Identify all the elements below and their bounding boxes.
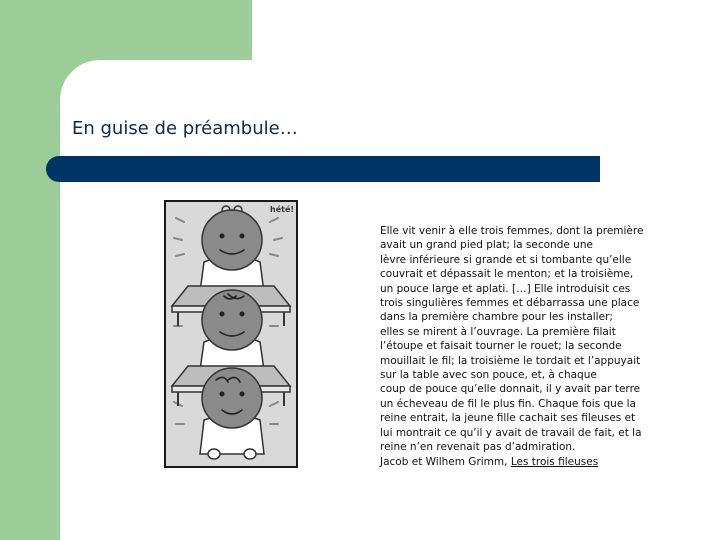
title-underline-bar bbox=[46, 156, 600, 182]
passage-line: dans la première chambre pour les installer; bbox=[380, 311, 613, 324]
slide-title: En guise de préambule… bbox=[72, 118, 298, 139]
work-title-link[interactable]: Les trois fileuses bbox=[510, 455, 599, 468]
passage-attribution bbox=[380, 455, 670, 469]
passage-line: coup de pouce qu’elle donnait, il y avait par terre bbox=[380, 383, 641, 396]
passage-line: avait un grand pied plat; la seconde une bbox=[380, 239, 593, 252]
passage-line: mouillait le fil; la troisième le tordait et l’appuyait bbox=[380, 354, 641, 367]
passage-line: sur la table avec son pouce, et, à chaque bbox=[380, 369, 597, 382]
quoted-passage bbox=[380, 224, 670, 469]
passage-line: reine entrait, la jeune fille cachait ses fileuses et bbox=[380, 412, 636, 425]
three-spinners-icon bbox=[166, 202, 296, 466]
passage-line: lèvre inférieure si grande et si tombante qu’elle bbox=[380, 253, 632, 266]
passage-line: lui montrait ce qu’il y avait de travail de fait, et la bbox=[380, 426, 642, 439]
passage-line: couvrait et dépassait le menton; et la troisième, bbox=[380, 268, 634, 281]
passage-line: un écheveau de fil le plus fin. Chaque fois que la bbox=[380, 397, 636, 410]
author-names: Jacob et Wilhem Grimm, bbox=[380, 455, 511, 468]
passage-line: Elle vit venir à elle trois femmes, dont la première bbox=[380, 225, 644, 237]
illustration-caption: hété! bbox=[270, 205, 295, 214]
three-spinners-illustration bbox=[164, 200, 298, 468]
passage-line: trois singulières femmes et débarrassa une place bbox=[380, 297, 640, 310]
passage-line: un pouce large et aplati. […] Elle introduisit ces bbox=[380, 282, 631, 295]
passage-line: reine n’en revenait pas d’admiration. bbox=[380, 441, 576, 454]
passage-line: l’étoupe et faisait tourner le rouet; la seconde bbox=[380, 340, 622, 353]
green-left-strip bbox=[0, 0, 60, 540]
passage-line: elles se mirent à l’ouvrage. La première filait bbox=[380, 325, 616, 338]
